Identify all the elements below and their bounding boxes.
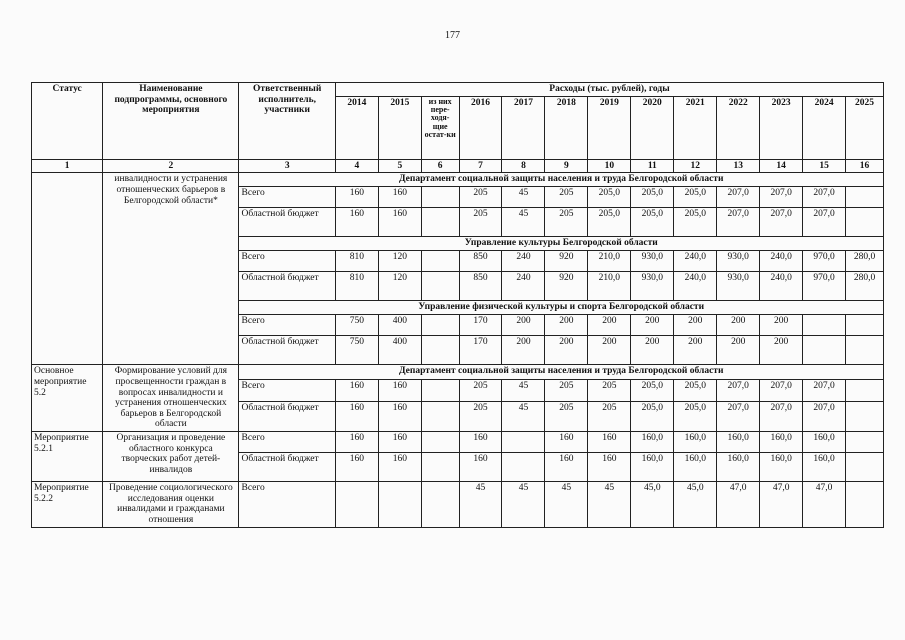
- value-cell: 200: [545, 315, 588, 336]
- column-number: 14: [760, 159, 803, 173]
- value-cell: 160: [459, 453, 502, 482]
- funding-source-cell: Всего: [239, 315, 335, 336]
- value-cell: 240,0: [760, 251, 803, 272]
- value-cell: 160: [459, 432, 502, 453]
- value-cell: 160: [378, 453, 421, 482]
- value-cell: 920: [545, 272, 588, 301]
- page-number: 177: [445, 30, 460, 41]
- value-cell: 207,0: [760, 379, 803, 401]
- status-cell: Мероприятие 5.2.2: [32, 482, 103, 528]
- header-year: 2014: [335, 96, 378, 159]
- value-cell: 207,0: [760, 208, 803, 237]
- value-cell: 400: [378, 315, 421, 336]
- funding-source-cell: Областной бюджет: [239, 401, 335, 431]
- column-number: 1: [32, 159, 103, 173]
- value-cell: 160: [545, 432, 588, 453]
- value-cell: 810: [335, 251, 378, 272]
- value-cell: 210,0: [588, 251, 631, 272]
- value-cell: 200: [545, 336, 588, 365]
- value-cell: 160: [335, 379, 378, 401]
- value-cell: 200: [717, 315, 760, 336]
- value-cell: [846, 336, 884, 365]
- header-year: 2024: [803, 96, 846, 159]
- value-cell: [421, 315, 459, 336]
- value-cell: 920: [545, 251, 588, 272]
- value-cell: 205: [545, 379, 588, 401]
- value-cell: 970,0: [803, 251, 846, 272]
- value-cell: 160,0: [717, 432, 760, 453]
- value-cell: 207,0: [803, 187, 846, 208]
- value-cell: 200: [674, 315, 717, 336]
- value-cell: [502, 453, 545, 482]
- value-cell: 160: [588, 432, 631, 453]
- value-cell: 160: [335, 432, 378, 453]
- value-cell: [421, 336, 459, 365]
- value-cell: 45: [545, 482, 588, 528]
- value-cell: 240,0: [760, 272, 803, 301]
- header-name: Наименование подпрограммы, основного мероприятия: [103, 83, 239, 160]
- value-cell: 200: [502, 315, 545, 336]
- funding-source-cell: Областной бюджет: [239, 272, 335, 301]
- value-cell: [378, 482, 421, 528]
- department-row: [32, 173, 884, 187]
- value-cell: [846, 401, 884, 431]
- value-cell: 160,0: [631, 453, 674, 482]
- column-number: 10: [588, 159, 631, 173]
- value-cell: 160: [545, 453, 588, 482]
- value-cell: 160: [335, 453, 378, 482]
- value-cell: 47,0: [717, 482, 760, 528]
- value-cell: [803, 336, 846, 365]
- value-cell: 207,0: [717, 187, 760, 208]
- value-cell: [421, 208, 459, 237]
- value-cell: 207,0: [760, 401, 803, 431]
- department-name: Управление физической культуры и спорта Белгородской области: [239, 301, 884, 315]
- value-cell: 205: [459, 401, 502, 431]
- column-number: 6: [421, 159, 459, 173]
- header-expenses: Расходы (тыс. рублей), годы: [335, 83, 883, 97]
- value-cell: 170: [459, 336, 502, 365]
- value-cell: [421, 251, 459, 272]
- value-cell: 205: [459, 187, 502, 208]
- value-cell: 205,0: [631, 379, 674, 401]
- value-cell: 210,0: [588, 272, 631, 301]
- department-name: Департамент социальной защиты населения и труда Белгородской области: [239, 365, 884, 380]
- value-cell: 240,0: [674, 251, 717, 272]
- value-cell: [421, 401, 459, 431]
- value-cell: 930,0: [631, 272, 674, 301]
- value-cell: [803, 315, 846, 336]
- column-number: 2: [103, 159, 239, 173]
- header-year: 2017: [502, 96, 545, 159]
- column-number: 4: [335, 159, 378, 173]
- column-number: 11: [631, 159, 674, 173]
- value-cell: 280,0: [846, 272, 884, 301]
- value-cell: 207,0: [760, 187, 803, 208]
- funding-source-cell: Областной бюджет: [239, 208, 335, 237]
- value-cell: [421, 482, 459, 528]
- value-cell: 120: [378, 251, 421, 272]
- value-cell: 205,0: [631, 187, 674, 208]
- value-cell: 205: [588, 401, 631, 431]
- column-number: 12: [674, 159, 717, 173]
- header-year: 2018: [545, 96, 588, 159]
- measure-name-cell: Формирование условий для просвещенности граждан в вопросах инвалидности и устранения отношенческих барьеров в Белгородской области: [103, 365, 239, 432]
- value-cell: [502, 432, 545, 453]
- value-cell: 45: [502, 482, 545, 528]
- status-cell: Основное мероприятие 5.2: [32, 365, 103, 432]
- value-cell: [846, 208, 884, 237]
- value-cell: [421, 453, 459, 482]
- value-cell: 240: [502, 251, 545, 272]
- value-cell: 160: [378, 208, 421, 237]
- column-number: 5: [378, 159, 421, 173]
- value-cell: 207,0: [803, 379, 846, 401]
- status-cell: Мероприятие 5.2.1: [32, 432, 103, 482]
- value-cell: 200: [631, 315, 674, 336]
- value-cell: 200: [674, 336, 717, 365]
- column-number: 15: [803, 159, 846, 173]
- value-cell: [421, 379, 459, 401]
- value-cell: 205,0: [674, 208, 717, 237]
- value-cell: [335, 482, 378, 528]
- column-number: 7: [459, 159, 502, 173]
- funding-source-cell: Всего: [239, 379, 335, 401]
- value-cell: 205,0: [674, 187, 717, 208]
- value-cell: 45: [588, 482, 631, 528]
- department-name: Департамент социальной защиты населения и труда Белгородской области: [239, 173, 884, 187]
- value-cell: 45,0: [674, 482, 717, 528]
- value-cell: 45: [459, 482, 502, 528]
- value-cell: 205,0: [631, 401, 674, 431]
- value-cell: 160,0: [760, 432, 803, 453]
- value-cell: 160,0: [803, 453, 846, 482]
- value-cell: 200: [760, 315, 803, 336]
- value-cell: 930,0: [631, 251, 674, 272]
- department-row: [32, 365, 884, 380]
- value-cell: 160,0: [674, 432, 717, 453]
- value-cell: 200: [502, 336, 545, 365]
- value-cell: 207,0: [717, 401, 760, 431]
- value-cell: 45: [502, 208, 545, 237]
- value-cell: [846, 379, 884, 401]
- header-year: 2016: [459, 96, 502, 159]
- value-cell: 160,0: [674, 453, 717, 482]
- funding-source-cell: Всего: [239, 251, 335, 272]
- value-cell: 750: [335, 315, 378, 336]
- value-cell: [846, 315, 884, 336]
- column-number-row: [32, 159, 884, 173]
- measure-name-cell: Проведение социологического исследования оценки инвалидами и гражданами отношения: [103, 482, 239, 528]
- funding-source-cell: Областной бюджет: [239, 453, 335, 482]
- budget-table: [31, 82, 884, 528]
- value-cell: 45: [502, 187, 545, 208]
- value-cell: 200: [760, 336, 803, 365]
- value-cell: 205,0: [588, 208, 631, 237]
- value-cell: 47,0: [760, 482, 803, 528]
- value-cell: 930,0: [717, 251, 760, 272]
- header-year: 2020: [631, 96, 674, 159]
- value-cell: 205,0: [674, 379, 717, 401]
- value-cell: 160: [335, 401, 378, 431]
- value-cell: [846, 432, 884, 453]
- value-cell: 200: [588, 336, 631, 365]
- value-cell: 160: [588, 453, 631, 482]
- value-cell: 45: [502, 401, 545, 431]
- header-year: 2023: [760, 96, 803, 159]
- header-year: из них пере-ходя-щие остат-ки: [421, 96, 459, 159]
- value-cell: [421, 432, 459, 453]
- value-cell: 205,0: [588, 187, 631, 208]
- value-cell: 170: [459, 315, 502, 336]
- value-cell: 400: [378, 336, 421, 365]
- value-cell: 240,0: [674, 272, 717, 301]
- value-cell: 240: [502, 272, 545, 301]
- column-number: 3: [239, 159, 335, 173]
- value-cell: 205,0: [631, 208, 674, 237]
- value-cell: 850: [459, 251, 502, 272]
- value-cell: 160,0: [717, 453, 760, 482]
- department-name: Управление культуры Белгородской области: [239, 237, 884, 251]
- value-cell: 160,0: [803, 432, 846, 453]
- funding-source-cell: Всего: [239, 187, 335, 208]
- value-cell: 850: [459, 272, 502, 301]
- value-cell: 205,0: [674, 401, 717, 431]
- value-cell: 200: [588, 315, 631, 336]
- value-cell: 207,0: [717, 208, 760, 237]
- header-year: 2019: [588, 96, 631, 159]
- funding-source-cell: Областной бюджет: [239, 336, 335, 365]
- header-year: 2022: [717, 96, 760, 159]
- value-cell: 160: [378, 401, 421, 431]
- value-cell: 810: [335, 272, 378, 301]
- value-cell: 205: [545, 208, 588, 237]
- header-status: Статус: [32, 83, 103, 160]
- value-cell: 205: [545, 187, 588, 208]
- header-year: 2021: [674, 96, 717, 159]
- funding-source-cell: Всего: [239, 432, 335, 453]
- header-executor: Ответственный исполнитель, участники: [239, 83, 335, 160]
- value-cell: [421, 187, 459, 208]
- funding-source-cell: Всего: [239, 482, 335, 528]
- column-number: 13: [717, 159, 760, 173]
- value-cell: 160: [378, 432, 421, 453]
- value-cell: 160,0: [631, 432, 674, 453]
- value-cell: 160: [378, 187, 421, 208]
- value-cell: 120: [378, 272, 421, 301]
- column-number: 9: [545, 159, 588, 173]
- value-cell: 280,0: [846, 251, 884, 272]
- value-cell: 930,0: [717, 272, 760, 301]
- header-row: [32, 83, 884, 97]
- measure-name-cell: инвалидности и устранения отношенческих барьеров в Белгородской области*: [103, 173, 239, 365]
- value-cell: 200: [717, 336, 760, 365]
- column-number: 16: [846, 159, 884, 173]
- header-year: 2025: [846, 96, 884, 159]
- value-cell: 205: [459, 208, 502, 237]
- value-cell: [421, 272, 459, 301]
- value-cell: 160: [335, 208, 378, 237]
- value-cell: 160,0: [760, 453, 803, 482]
- value-cell: 47,0: [803, 482, 846, 528]
- value-cell: 200: [631, 336, 674, 365]
- value-cell: 205: [588, 379, 631, 401]
- value-cell: 205: [459, 379, 502, 401]
- value-cell: 970,0: [803, 272, 846, 301]
- value-cell: 207,0: [803, 208, 846, 237]
- value-cell: 45: [502, 379, 545, 401]
- value-cell: 750: [335, 336, 378, 365]
- value-cell: 160: [378, 379, 421, 401]
- value-cell: [846, 482, 884, 528]
- value-cell: [846, 187, 884, 208]
- table-row: [32, 432, 884, 453]
- status-cell: [32, 173, 103, 365]
- value-cell: 207,0: [717, 379, 760, 401]
- value-cell: 205: [545, 401, 588, 431]
- value-cell: 207,0: [803, 401, 846, 431]
- header-year: 2015: [378, 96, 421, 159]
- table-row: [32, 482, 884, 528]
- measure-name-cell: Организация и проведение областного конкурса творческих работ детей-инвалидов: [103, 432, 239, 482]
- value-cell: 160: [335, 187, 378, 208]
- value-cell: [846, 453, 884, 482]
- value-cell: 45,0: [631, 482, 674, 528]
- column-number: 8: [502, 159, 545, 173]
